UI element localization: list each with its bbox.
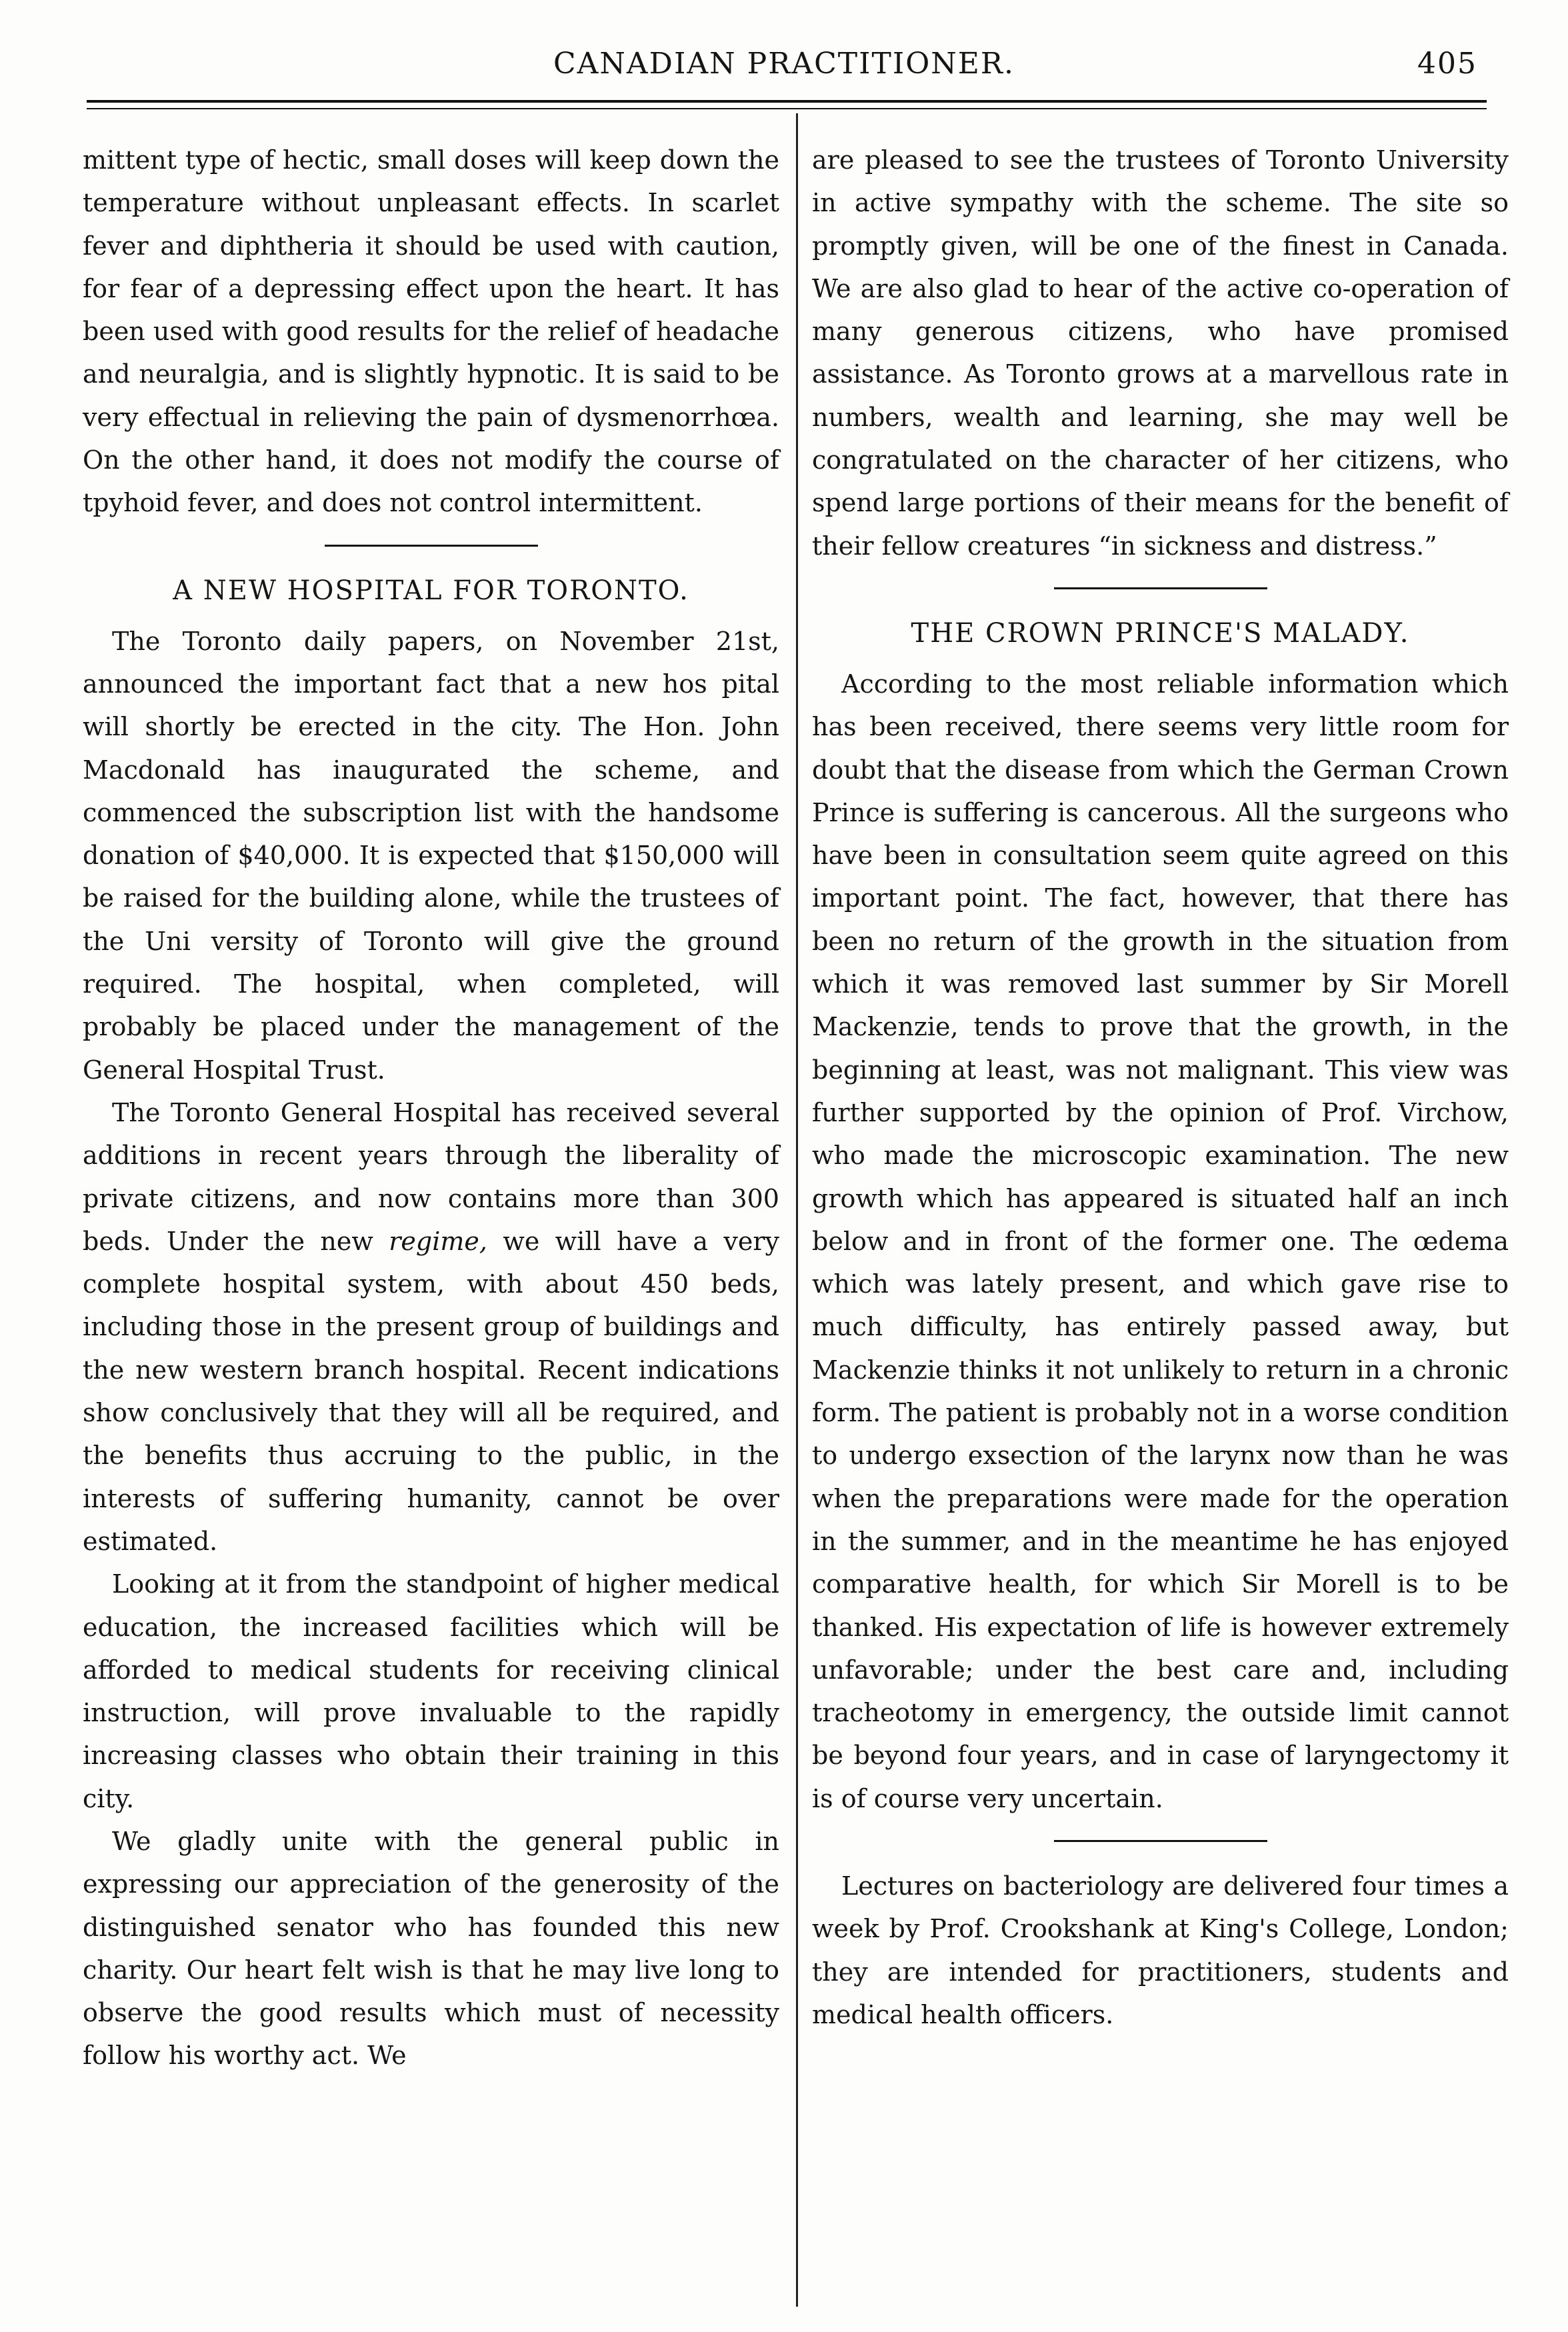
article-paragraph: According to the most reliable information which has been received, there seems very little room for doubt that the disease from which the German Crown Prince is suffering is cancerous. All the surgeons who have been in consultation seem quite agreed on this important point. The fact, however, that there has been no return of the growth in the situation from which it was removed last summer by Sir Morell Mackenzie, tends to prove that the growth, in the beginning at least, was not malignant. This view was further supported by the opinion of Prof. Virchow, who made the microscopic examination. The new growth which has appeared is situated half an inch below and in front of the former one. The œdema which was lately present, and which gave rise to much difficulty, has entirely passed away, but Mackenzie thinks it not unlikely to return in a chronic form. The patient is probably not in a worse condition to undergo exsection of the larynx now than he was when the preparations were made for the operation in the summer, and in the meantime he has enjoyed comparative health, for which Sir Morell is to be thanked. His expectation of life is however extremely unfavorable; under the best care and, including tracheotomy in emergency, the outside limit cannot be beyond four years, and in case of laryngectomy it is of course very uncertain. — [812, 669, 1509, 1813]
article-paragraph: Looking at it from the standpoint of higher medical education, the increased facilities which will be afforded to medical students for receiving clinical instruction, will prove invaluable to the rapidly increasing classes who obtain their training in this city. — [83, 1569, 779, 1813]
paragraph-text: The Toronto General Hospital has received several additions in recent years through the liberality of private citizens, and now contains more than 300 beds. Under the new — [83, 1097, 779, 1256]
notice-paragraph: Lectures on bacteriology are delivered four times a week by Prof. Crookshank at King's College, London; they are intended for practitioners, students and medical health officers. — [812, 1871, 1509, 2029]
right-column — [812, 139, 1509, 2036]
continued-paragraph-right: are pleased to see the trustees of Toronto University in active sympathy with the scheme. The site so promptly given, will be one of the finest in Canada. We are also glad to hear of the active co-operation of many generous citizens, who have promised assistance. As Toronto grows at a marvellous rate in numbers, wealth and learning, she may well be congratulated on the character of her citizens, who spend large portions of their means for the benefit of their fellow creatures “in sickness and distress.” — [812, 145, 1509, 561]
section-divider — [1054, 1840, 1267, 1842]
section-divider — [1054, 587, 1267, 589]
article-paragraph: We gladly unite with the general public in expressing our appreciation of the generosity of the distinguished senator who has founded this new charity. Our heart felt wish is that he may live long to observe the good results which must of necessity follow his worthy act. We — [83, 1826, 779, 2071]
left-column — [83, 139, 779, 2077]
paragraph-text: we will have a very complete hospital system, with about 450 beds, including those in the present group of buildings and the new western branch hospital. Recent indications show conclusively that they will all be required, and the benefits thus accruing to the public, in the interests of suffering humanity, cannot be over estimated. — [83, 1226, 780, 1556]
continued-paragraph-left: mittent type of hectic, small doses will keep down the temperature without unpleasant effects. In scarlet fever and diphtheria it should be used with caution, for fear of a depressing effect upon the heart. It has been used with good results for the relief of headache and neuralgia, and is slightly hypnotic. It is said to be very effectual in relieving the pain of dysmenorrhœa. On the other hand, it does not modify the course of tpyhoid fever, and does not control intermittent. — [83, 145, 779, 518]
page-header — [77, 47, 1491, 95]
running-title: CANADIAN PRACTITIONER. — [553, 47, 1015, 81]
header-rule-thin — [87, 108, 1487, 109]
article-title-crown-prince: THE CROWN PRINCE'S MALADY. — [911, 617, 1410, 649]
italic-term: regime, — [389, 1226, 487, 1256]
article-title-new-hospital: A NEW HOSPITAL FOR TORONTO. — [173, 575, 689, 606]
page-number: 405 — [1417, 47, 1477, 81]
column-divider — [796, 113, 798, 2307]
section-divider — [325, 545, 538, 547]
article-paragraph: The Toronto daily papers, on November 21st, announced the important fact that a new hos pital will shortly be erected in the city. The Hon. John Macdonald has inaugurated the scheme, and commenced the subscription list with the handsome donation of $40,000. It is expected that $150,000 will be raised for the building alone, while the trustees of the Uni versity of Toronto will give the ground required. The hospital, when completed, will probably be placed under the management of the General Hospital Trust. — [83, 626, 779, 1085]
header-rule-thick — [87, 100, 1487, 103]
article-paragraph — [83, 1091, 779, 1563]
